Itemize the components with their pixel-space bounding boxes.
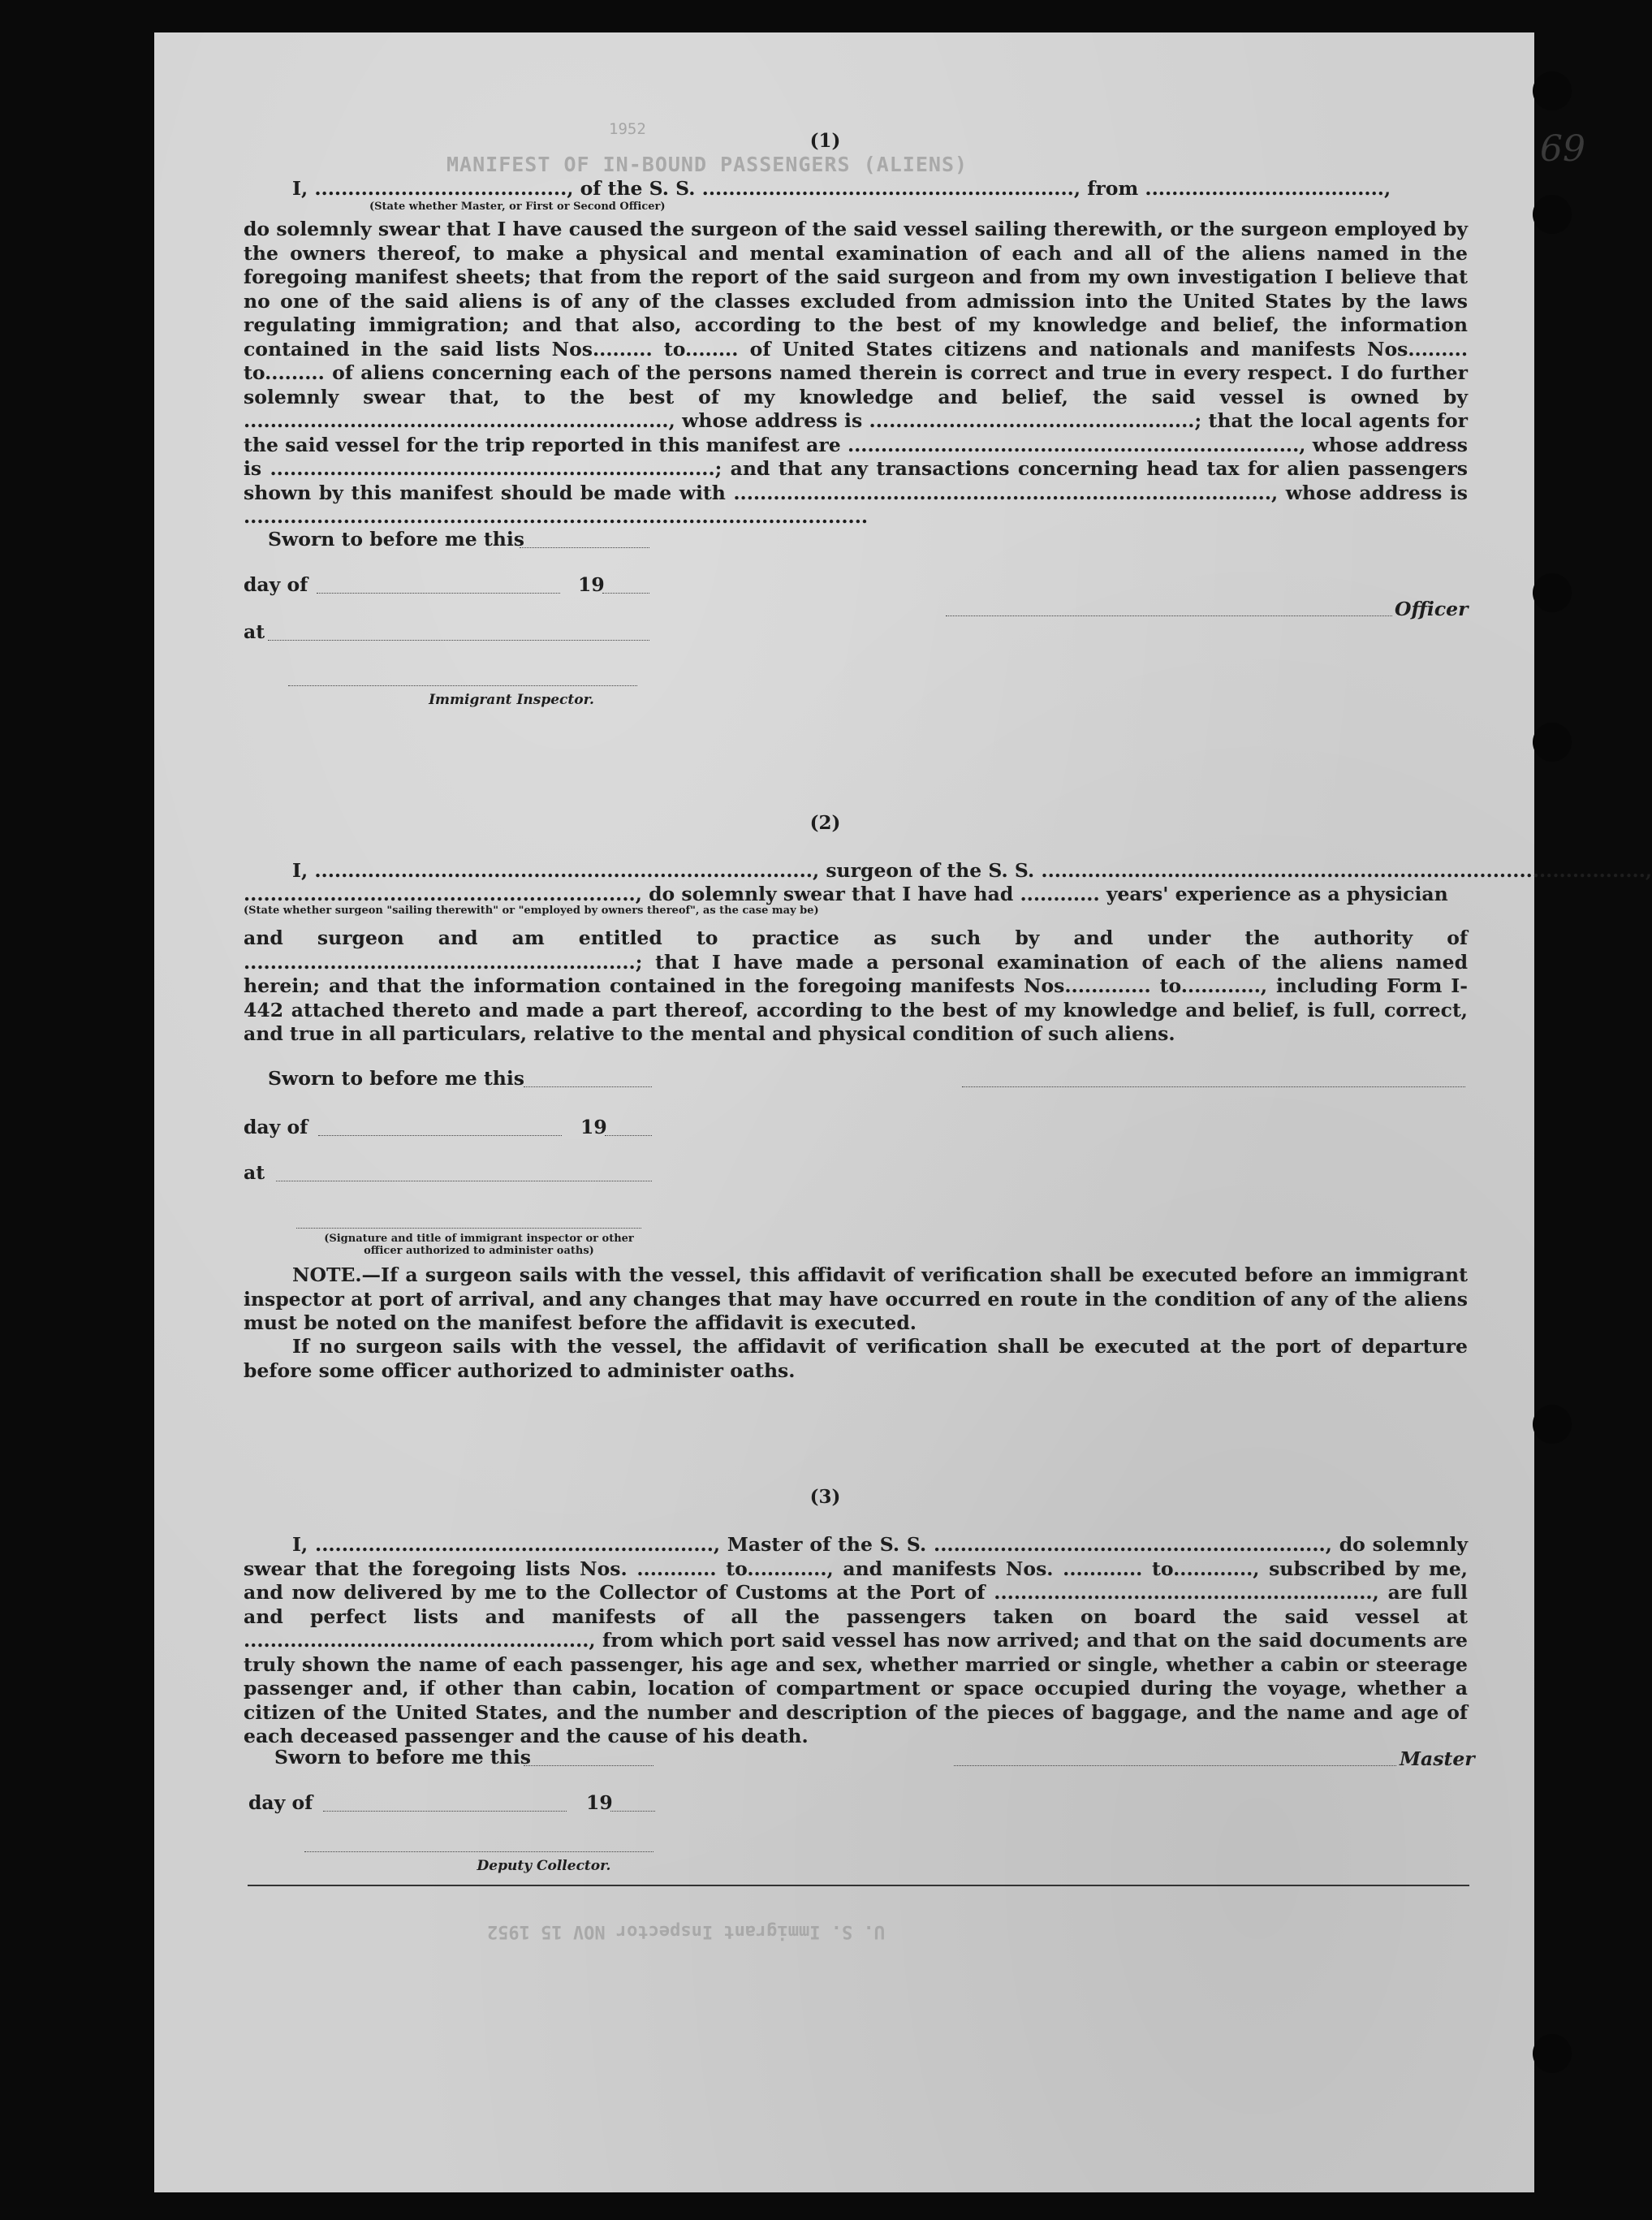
section-2-vessel-field: ...........................................................................................	[1041, 859, 1646, 882]
section-2-sworn-field	[524, 1086, 652, 1087]
section-3-collector-signature-line	[304, 1851, 653, 1852]
section-3-master-label: Master	[1400, 1747, 1475, 1770]
section-2-at-label: at	[244, 1161, 265, 1184]
section-1-year-label: 19	[578, 573, 605, 596]
section-1-number: (1)	[809, 130, 841, 152]
section-1-vessel-field: ........................................................	[701, 177, 1074, 200]
section-1-day-field	[317, 593, 560, 594]
section-3-number: (3)	[809, 1486, 841, 1508]
punch-hole	[1533, 723, 1572, 762]
section-3-sworn-field	[524, 1765, 653, 1766]
section-3-oath-text: I, ............................................................, Master of the S. S. ..........................................................., do solemnly swear that the foregoing lists Nos. ............ to............, and manifests Nos. ............ to............, subscribed by me, and now delivered by me to the Collector of Customs at the Port of ........................................................., are full and perfect lists and manifests of all the passengers taken on board the said vessel at ...................................................., from which port said vessel has now arrived; and that on the said documents are truly shown the name of each passenger, his age and sex, whether married or single, whether a cabin or steerage passenger and, if other than cabin, location of compartment or space occupied during the voyage, whether a citizen of the United States, and the number and description of the pieces of baggage, and the name and age of each deceased passenger and the cause of his death.	[244, 1533, 1468, 1747]
section-3-day-field	[323, 1811, 567, 1812]
section-2-signature-field	[962, 1086, 1465, 1087]
punch-hole	[1533, 2034, 1572, 2073]
section-3-year-field	[610, 1811, 655, 1812]
section-1-day-label: day of	[244, 573, 308, 596]
bottom-rule	[248, 1885, 1469, 1886]
section-2-number: (2)	[809, 812, 841, 834]
section-1-officer-label: Officer	[1395, 598, 1469, 620]
punch-hole	[1533, 1405, 1572, 1444]
section-1-from: , from	[1073, 177, 1145, 200]
punch-hole	[1533, 195, 1572, 234]
section-3-year-label: 19	[586, 1791, 613, 1814]
section-1-at-label: at	[244, 620, 265, 643]
bleed-through-stamp: U. S. Immigrant Inspector NOV 15 1952	[486, 1921, 885, 1941]
section-2-subcaption: (State whether surgeon "sailing therewith" or "employed by owners thereof", as the case may be)	[244, 905, 819, 917]
section-2-oath-text: and surgeon and am entitled to practice as such by and under the authority of ...........................................................; that I have made a personal examination of each of the aliens named herein; and that the information contained in the foregoing manifests Nos............. to............, including Form I-442 attached thereto and made a part thereof, according to the best of my knowledge and belief, is full, correct, and true in all particulars, relative to the mental and physical condition of such aliens.	[244, 926, 1468, 1045]
section-1-oath-text: do solemnly swear that I have caused the surgeon of the said vessel sailing therewith, or the surgeon employed by the owners thereof, to make a physical and mental examination of each and all of the aliens named in the foregoing manifest sheets; that from the report of the said surgeon and from my own investigation I believe that no one of the said aliens is of any of the classes excluded from admission into the United States by the laws regulating immigration; and that also, according to the best of my knowledge and belief, the information contained in the said lists Nos......... to........ of United States citizens and nationals and manifests Nos......... to......... of aliens concerning each of the persons named therein is correct and true in every respect. I do further solemnly swear that, to the best of my knowledge and belief, the said vessel is owned by ................................................................, whose address is .................................................; that the local agents for the said vessel for the trip reported in this manifest are ...................................................................., whose address is ...................................................................; and that any transactions concerning head tax for alien passengers shown by this manifest should be made with ................................................................................., whose address is ..............................................................................................	[244, 218, 1468, 528]
section-1-declarant-line	[292, 177, 1391, 200]
section-2-surgeon-of-ss: , surgeon of the S. S.	[812, 859, 1042, 882]
section-2-prefix: I,	[292, 859, 315, 882]
section-1-subcaption: (State whether Master, or First or Second Officer)	[369, 201, 666, 213]
section-1-prefix: I,	[292, 177, 315, 200]
section-1-inspector-signature-line	[288, 685, 637, 686]
section-2-status-field: ...........................................................	[244, 883, 636, 905]
section-2-year-label: 19	[580, 1116, 607, 1138]
section-1-inspector-caption: Immigrant Inspector.	[429, 692, 594, 708]
section-3-master-field	[954, 1765, 1396, 1766]
bleed-through-header: MANIFEST OF IN-BOUND PASSENGERS (ALIENS)	[446, 153, 968, 176]
section-1-comma: ,	[1383, 177, 1391, 200]
section-2-experience-text: , do solemnly swear that I have had ............ years' experience as a physician	[635, 883, 1448, 905]
section-2-sworn-label: Sworn to before me this	[268, 1067, 525, 1090]
section-3-sworn-label: Sworn to before me this	[274, 1746, 532, 1769]
section-2-comma: ,	[1645, 859, 1652, 882]
section-2-name-field: ...........................................................................	[314, 859, 813, 882]
section-1-sworn-field	[520, 547, 649, 548]
section-1-of-ss: , of the S. S.	[567, 177, 702, 200]
section-2-year-field	[605, 1135, 652, 1136]
section-2-day-field	[318, 1135, 562, 1136]
section-3-collector-caption: Deputy Collector.	[477, 1858, 611, 1874]
section-2-note: NOTE.—If a surgeon sails with the vessel, this affidavit of verification shall be executed before an immigrant inspector at port of arrival, and any changes that may have occurred en route in the condition of any of the aliens must be noted on the manifest before the affidavit is executed.	[244, 1263, 1468, 1334]
section-2-officer-caption: (Signature and title of immigrant inspector or other officer authorized to administer oaths)	[324, 1233, 634, 1257]
section-2-officer-signature-line	[296, 1228, 641, 1229]
section-1-officer-field	[946, 615, 1392, 616]
section-1-year-field	[602, 593, 649, 594]
handwritten-page-number: 69	[1540, 128, 1585, 170]
section-2-experience-line	[244, 883, 1448, 905]
section-1-at-field	[268, 640, 649, 641]
section-1-port-field: ....................................	[1145, 177, 1384, 200]
section-2-note-2: If no surgeon sails with the vessel, the affidavit of verification shall be executed at the port of departure before some officer authorized to administer oaths.	[244, 1335, 1468, 1382]
section-1-name-field: ......................................	[314, 177, 567, 200]
section-2-day-label: day of	[244, 1116, 308, 1138]
punch-hole	[1533, 71, 1572, 110]
section-3-day-label: day of	[248, 1791, 313, 1814]
section-2-declarant-line	[292, 859, 1652, 882]
section-1-sworn-label: Sworn to before me this	[268, 528, 525, 551]
punch-hole	[1533, 573, 1572, 612]
bleed-through-date: 1952	[609, 120, 646, 138]
